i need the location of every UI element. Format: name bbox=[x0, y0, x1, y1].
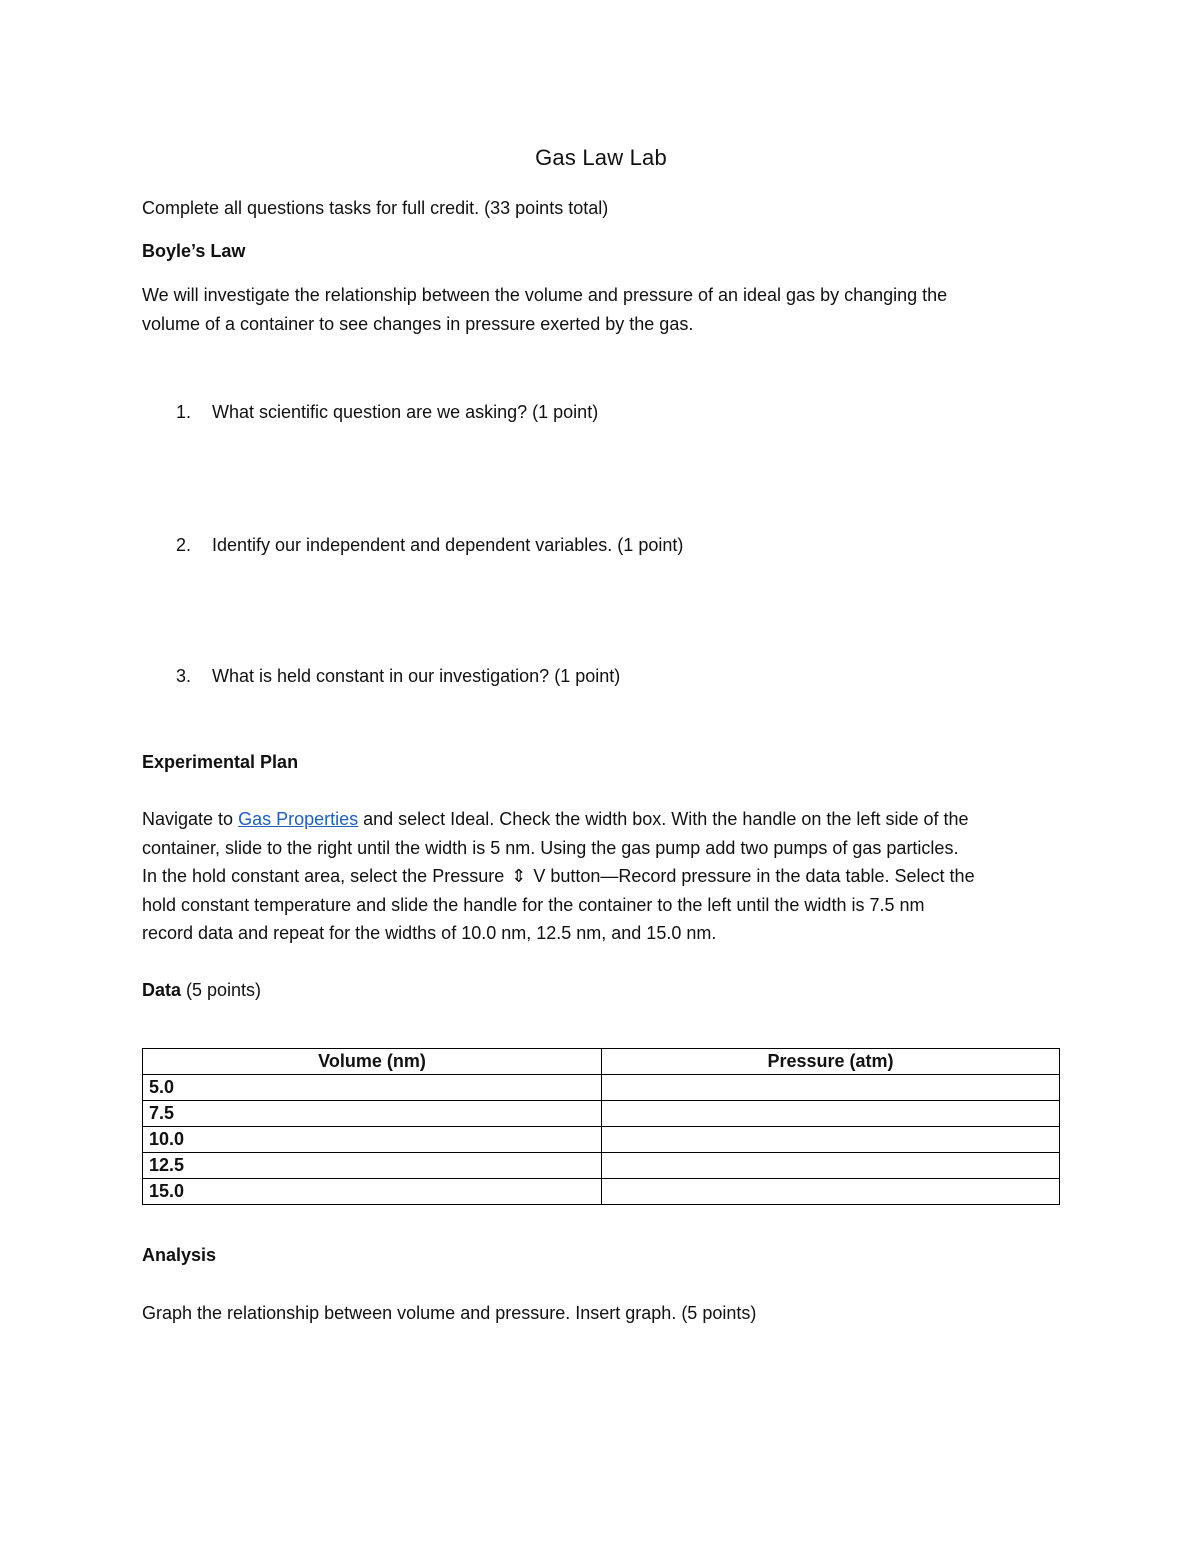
boyles-text-line-2: volume of a container to see changes in pressure exerted by the gas. bbox=[142, 313, 694, 334]
question-number: 2. bbox=[176, 535, 192, 555]
table-row bbox=[143, 1153, 1060, 1179]
question-number: 1. bbox=[176, 402, 192, 422]
analysis-heading: Analysis bbox=[142, 1245, 217, 1265]
question-text: What is held constant in our investigation? (1 point) bbox=[212, 666, 621, 686]
table-row bbox=[143, 1127, 1060, 1153]
boyles-text-line-1: We will investigate the relationship between the volume and pressure of an ideal gas by changing the bbox=[142, 285, 948, 305]
table-row bbox=[143, 1101, 1060, 1127]
volume-cell: 15.0 bbox=[143, 1179, 602, 1205]
question-text: Identify our independent and dependent variables. (1 point) bbox=[212, 535, 684, 555]
experimental-plan-text bbox=[142, 805, 1060, 948]
document-title: Gas Law Lab bbox=[535, 145, 667, 170]
plan-line-1-suffix: and select Ideal. Check the width box. With the handle on the left side of the bbox=[358, 809, 969, 829]
analysis-text: Graph the relationship between volume and pressure. Insert graph. (5 points) bbox=[142, 1303, 757, 1323]
pressure-cell[interactable] bbox=[602, 1075, 1060, 1101]
pressure-cell[interactable] bbox=[602, 1179, 1060, 1205]
intro-text: Complete all questions tasks for full credit. (33 points total) bbox=[142, 198, 609, 218]
plan-line-1-prefix: Navigate to bbox=[142, 809, 239, 829]
question-number: 3. bbox=[176, 666, 192, 686]
table-header-row bbox=[143, 1049, 1060, 1075]
plan-line-1 bbox=[142, 805, 1060, 834]
plan-line-4: hold constant temperature and slide the handle for the container to the left until the width is 7.5 nm bbox=[142, 894, 925, 915]
pressure-cell[interactable] bbox=[602, 1101, 1060, 1127]
column-header-volume: Volume (nm) bbox=[143, 1049, 602, 1075]
document-page bbox=[142, 0, 1060, 1553]
plan-line-3 bbox=[142, 862, 1060, 891]
gas-properties-link[interactable]: Gas Properties bbox=[238, 809, 359, 829]
up-down-arrow-icon: ⇕ bbox=[511, 866, 527, 886]
boyles-law-description bbox=[142, 281, 1060, 338]
plan-line-3-prefix: In the hold constant area, select the Pressure bbox=[142, 866, 510, 886]
plan-line-3-suffix: V button—Record pressure in the data table. Select the bbox=[528, 866, 975, 886]
volume-cell: 7.5 bbox=[143, 1101, 602, 1127]
question-3 bbox=[176, 662, 620, 690]
plan-line-2: container, slide to the right until the width is 5 nm. Using the gas pump add two pumps of gas particles. bbox=[142, 837, 959, 858]
column-header-pressure: Pressure (atm) bbox=[602, 1049, 1060, 1075]
experimental-plan-heading: Experimental Plan bbox=[142, 752, 299, 772]
question-text: What scientific question are we asking? (1 point) bbox=[212, 402, 599, 422]
table-row bbox=[143, 1179, 1060, 1205]
question-2 bbox=[176, 531, 683, 559]
data-heading-label: Data bbox=[142, 980, 182, 1000]
volume-cell: 5.0 bbox=[143, 1075, 602, 1101]
plan-line-5: record data and repeat for the widths of 10.0 nm, 12.5 nm, and 15.0 nm. bbox=[142, 923, 717, 943]
boyles-law-heading: Boyle’s Law bbox=[142, 241, 246, 261]
data-heading bbox=[142, 976, 261, 1005]
pressure-cell[interactable] bbox=[602, 1153, 1060, 1179]
table-row bbox=[143, 1075, 1060, 1101]
volume-cell: 10.0 bbox=[143, 1127, 602, 1153]
data-table bbox=[142, 1048, 1060, 1205]
data-heading-points: (5 points) bbox=[181, 980, 262, 1000]
pressure-cell[interactable] bbox=[602, 1127, 1060, 1153]
volume-cell: 12.5 bbox=[143, 1153, 602, 1179]
question-1 bbox=[176, 398, 598, 426]
